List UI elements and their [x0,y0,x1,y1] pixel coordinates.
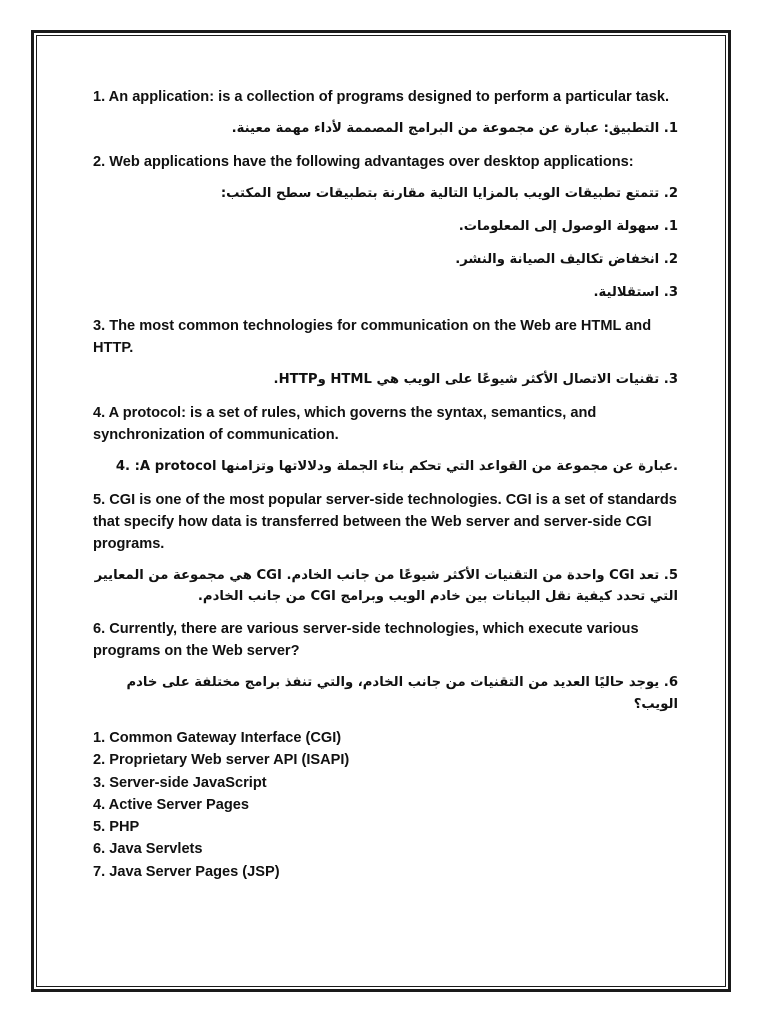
paragraph-en-1: 1. An application: is a collection of programs designed to perform a particular task. [93,89,670,105]
paragraph-ar-6: 6. يوجد حاليًا العديد من التقنيات من جانب الخادم، والتي تنفذ برامج مختلفة على خادم الويب؟ [126,675,678,712]
list-item: 2. Proprietary Web server API (ISAPI) [93,752,350,769]
technology-list [93,727,678,883]
paragraph-ar-2: 2. تتمتع تطبيقات الويب بالمزايا التالية مقارنة بتطبيقات سطح المكتب: [220,186,678,201]
paragraph-ar-1: 1. التطبيق: عبارة عن مجموعة من البرامج المصممة لأداء مهمة معينة. [231,121,678,136]
advantage-ar-2: 2. انخفاض تكاليف الصيانة والنشر. [455,252,678,267]
paragraph-ar-5: 5. تعد CGI واحدة من التقنيات الأكثر شيوعًا من جانب الخادم. CGI هي مجموعة من المعايير التي تحدد كيفية نقل البيانات بين خادم الويب وبرامج CGI من جانب الخادم. [94,568,678,604]
list-item: 4. Active Server Pages [93,796,250,813]
paragraph-ar-4: 4. :A protocol عبارة عن مجموعة من القواعد التي تحكم بناء الجملة ودلالاتها وتزامنها. [115,459,678,474]
paragraph-en-6: 6. Currently, there are various server-side technologies, which execute various programs on the Web server? [93,621,639,659]
paragraph-en-4: 4. A protocol: is a set of rules, which governs the syntax, semantics, and synchronization of communication. [93,405,597,443]
paragraph-en-3: 3. The most common technologies for communication on the Web are HTML and HTTP. [93,318,652,356]
advantage-ar-3: 3. استقلالية. [593,285,678,300]
list-item: 6. Java Servlets [93,841,203,858]
list-item: 7. Java Server Pages (JSP) [93,863,280,880]
list-item: 3. Server-side JavaScript [93,774,267,791]
paragraph-ar-3: 3. تقنيات الاتصال الأكثر شيوعًا على الويب هي HTML وHTTP. [273,372,678,387]
advantage-ar-1: 1. سهولة الوصول إلى المعلومات. [458,219,678,234]
document-body [93,86,678,883]
list-item: 1. Common Gateway Interface (CGI) [93,730,342,746]
list-item: 5. PHP [93,819,140,836]
paragraph-en-2: 2. Web applications have the following advantages over desktop applications: [93,154,634,170]
paragraph-en-5: 5. CGI is one of the most popular server-side technologies. CGI is a set of standards that specify how data is transferred between the Web server and server-side CGI programs. [93,492,677,552]
